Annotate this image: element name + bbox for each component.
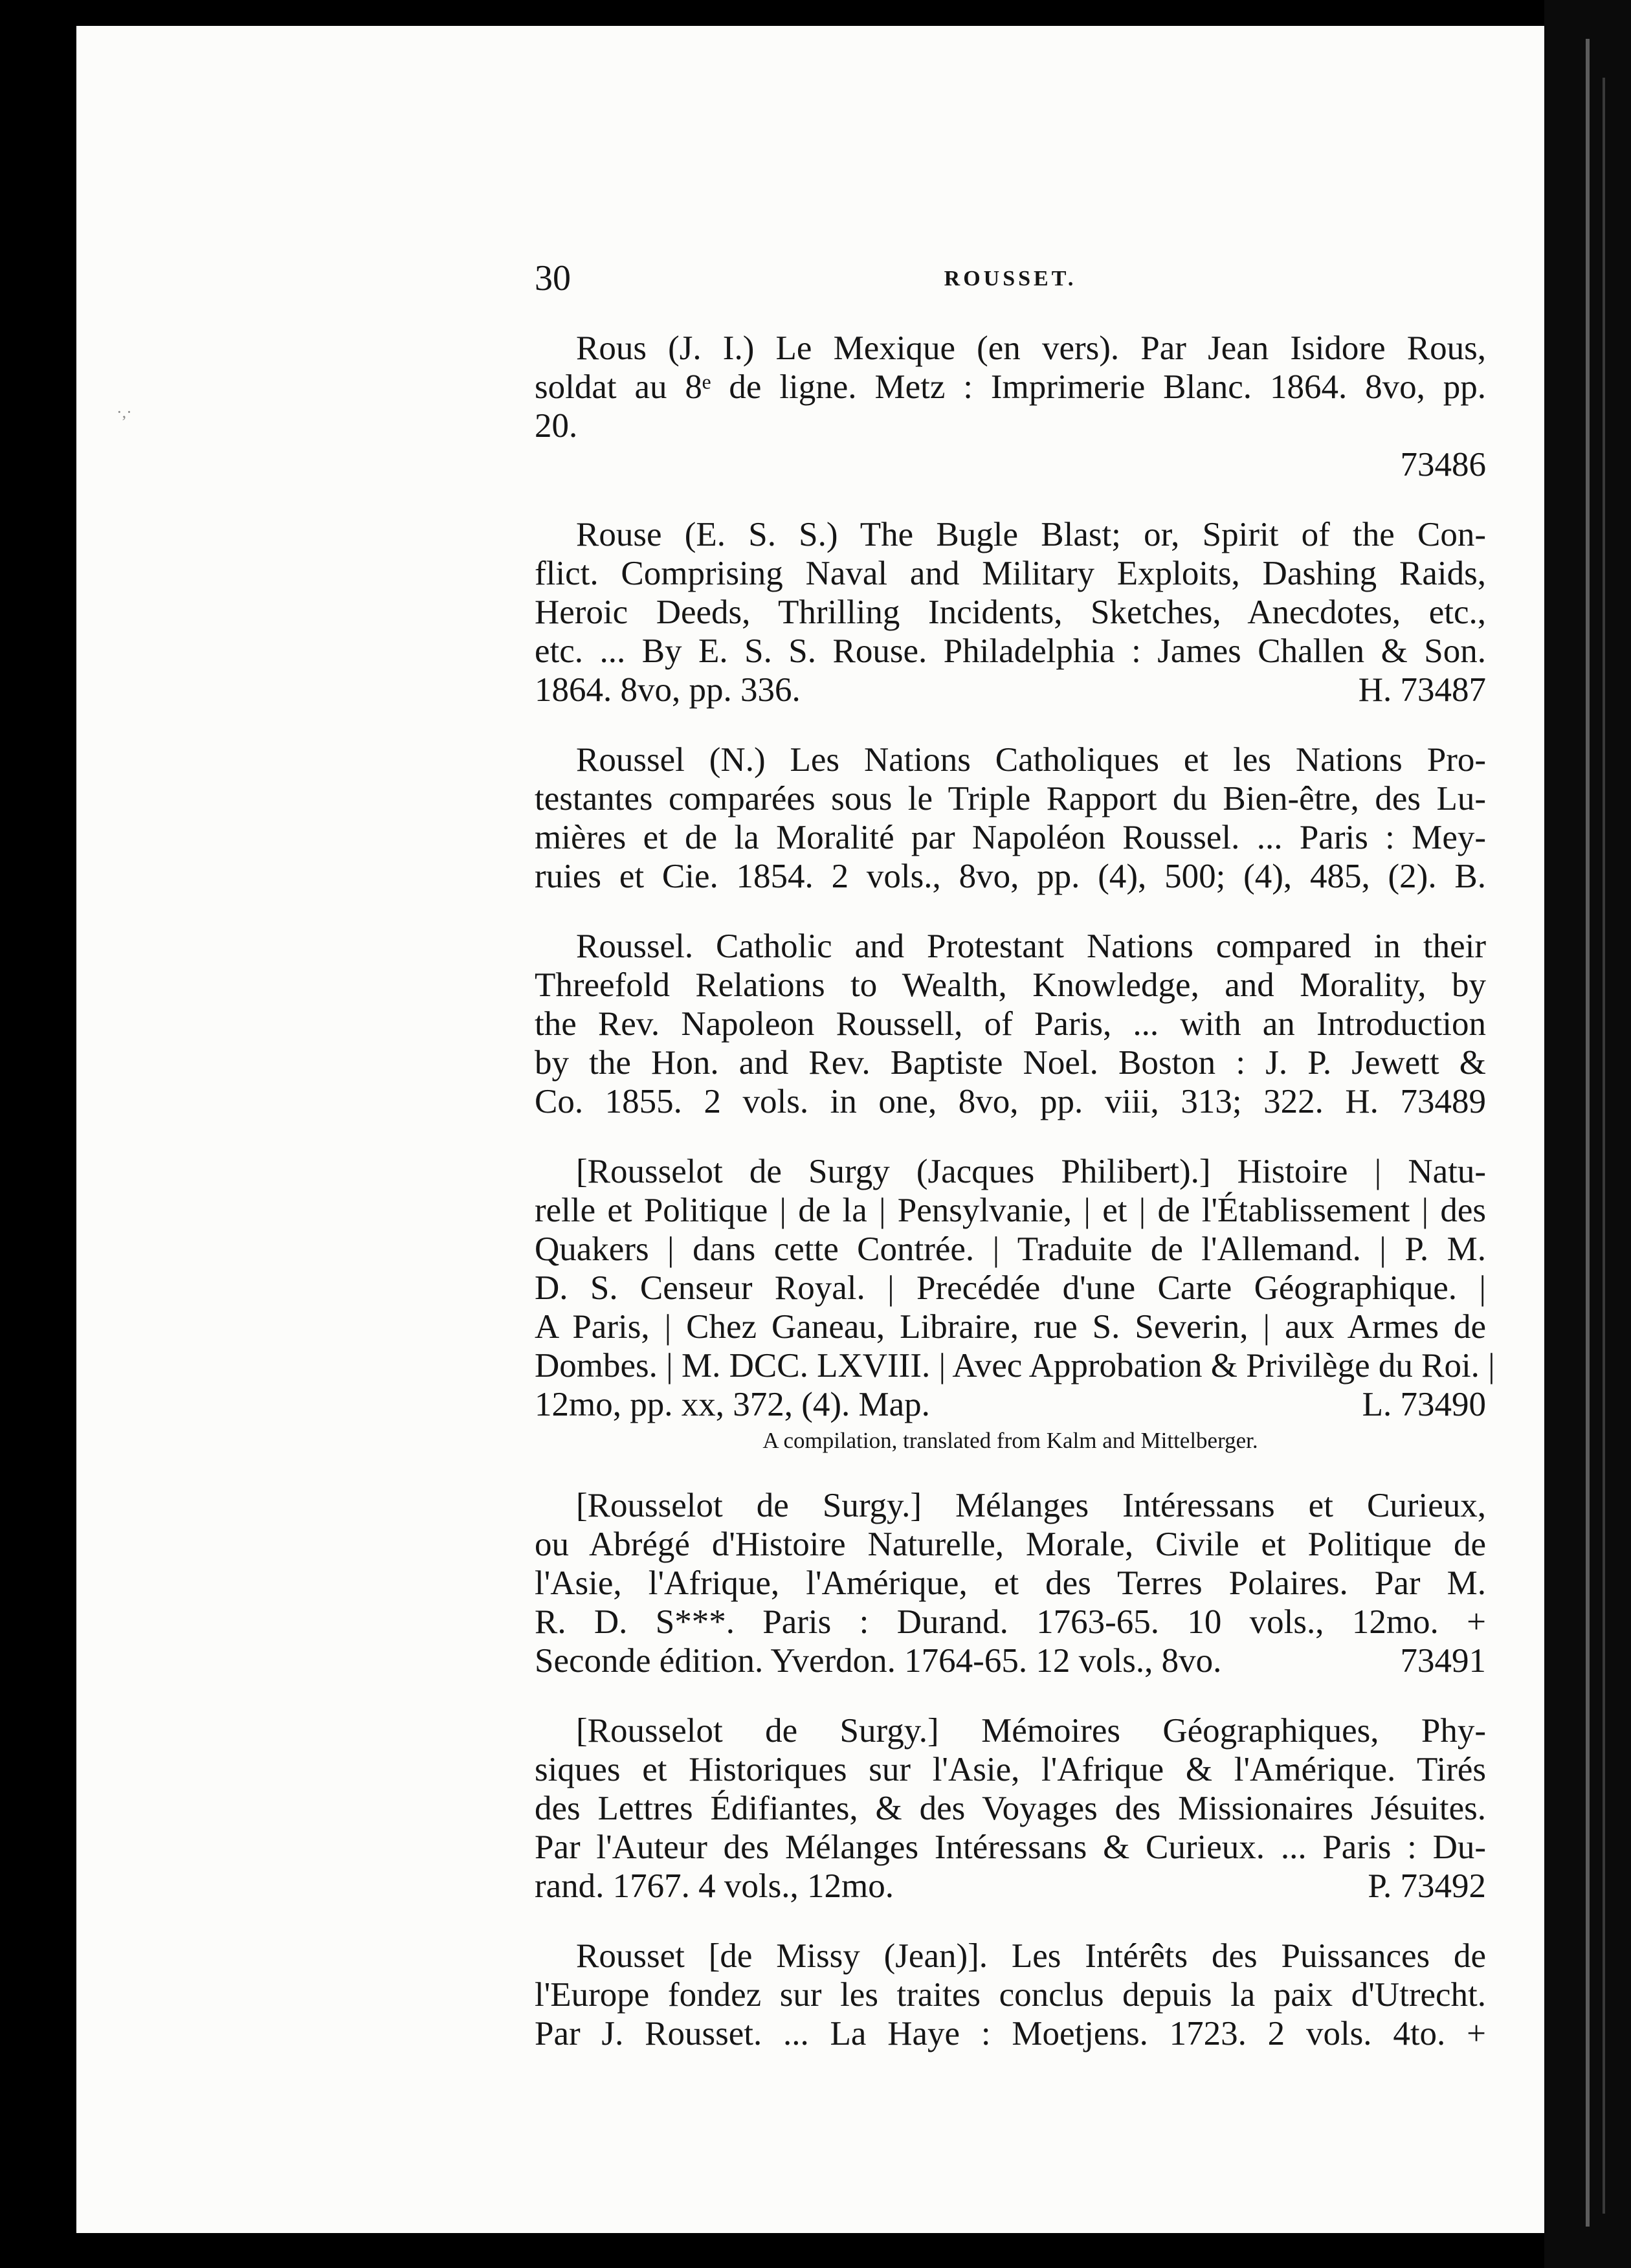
- entry-line: Rous (J. I.) Le Mexique (en vers). Par Jean Isidore Rous,: [576, 329, 1486, 367]
- page-edge-line: [1586, 39, 1590, 2227]
- entry-line: Roussel. Catholic and Protestant Nations compared in their: [576, 928, 1486, 965]
- running-head: ROUSSET.: [944, 267, 1077, 291]
- entry-line: Rouse (E. S. S.) The Bugle Blast; or, Spirit of the Con-: [576, 516, 1486, 553]
- entry-line: Par J. Rousset. ... La Haye : Moetjens. 1723. 2 vols. 4to. +: [535, 2015, 1486, 2052]
- entry-line: relle et Politique | de la | Pensylvanie, | et | de l'Établissement | des: [535, 1192, 1486, 1229]
- entry-line: ou Abrégé d'Histoire Naturelle, Morale, Civile et Politique de: [535, 1526, 1486, 1563]
- entry-line: by the Hon. and Rev. Baptiste Noel. Boston : J. P. Jewett &: [535, 1044, 1486, 1082]
- entry-line: etc. ... By E. S. S. Rouse. Philadelphia : James Challen & Son.: [535, 632, 1486, 670]
- entry-line: the Rev. Napoleon Roussell, of Paris, ... with an Introduction: [535, 1005, 1486, 1043]
- bibliography-entry: [535, 740, 1486, 896]
- entry-line: l'Europe fondez sur les traites conclus depuis la paix d'Utrecht.: [535, 1976, 1486, 2014]
- entry-number: H. 73487: [1358, 671, 1486, 709]
- bibliography-entry: [535, 329, 1486, 484]
- entry-line: soldat au 8ᵉ de ligne. Metz : Imprimerie Blanc. 1864. 8vo, pp.: [535, 368, 1486, 406]
- entry-line: des Lettres Édifiantes, & des Voyages des Missionaires Jésuites.: [535, 1790, 1486, 1827]
- entry-number: P. 73492: [1368, 1867, 1486, 1905]
- entry-note: A compilation, translated from Kalm and Mittelberger.: [762, 1428, 1258, 1453]
- entry-line: Dombes. | M. DCC. LXVIII. | Avec Approbation & Privilège du Roi. |: [535, 1347, 1495, 1384]
- entry-line-text: 1864. 8vo, pp. 336.: [535, 671, 801, 709]
- stray-mark: ·,·: [116, 403, 132, 421]
- page-number: 30: [535, 258, 571, 298]
- entry-line-text: Seconde édition. Yverdon. 1764-65. 12 vols., 8vo.: [535, 1642, 1222, 1680]
- entry-line: 20.: [535, 407, 578, 445]
- entry-line: [535, 1385, 1486, 1424]
- entry-line: [535, 1867, 1486, 1906]
- entry-line: l'Asie, l'Afrique, l'Amérique, et des Terres Polaires. Par M.: [535, 1564, 1486, 1602]
- entry-line: [Rousselot de Surgy (Jacques Philibert).] Histoire | Natu-: [576, 1153, 1486, 1190]
- entry-line: Par l'Auteur des Mélanges Intéressans & Curieux. ... Paris : Du-: [535, 1829, 1486, 1866]
- page-text: [535, 329, 1495, 2084]
- bibliography-entry: [535, 1711, 1486, 1906]
- bibliography-entry: [535, 1486, 1486, 1680]
- entry-line: [535, 1641, 1486, 1680]
- entry-line: siques et Historiques sur l'Asie, l'Afrique & l'Amérique. Tirés: [535, 1751, 1486, 1788]
- entry-line: Threefold Relations to Wealth, Knowledge, and Morality, by: [535, 966, 1486, 1004]
- entry-line: Roussel (N.) Les Nations Catholiques et les Nations Pro-: [576, 741, 1486, 779]
- bibliography-entry: [535, 515, 1486, 709]
- entry-number: L. 73490: [1362, 1386, 1486, 1423]
- entry-line-text: 12mo, pp. xx, 372, (4). Map.: [535, 1386, 930, 1423]
- entry-line: Heroic Deeds, Thrilling Incidents, Sketches, Anecdotes, etc.,: [535, 594, 1486, 631]
- entry-line: Co. 1855. 2 vols. in one, 8vo, pp. viii, 313; 322. H. 73489: [535, 1083, 1486, 1120]
- entry-line: Quakers | dans cette Contrée. | Traduite de l'Allemand. | P. M.: [535, 1230, 1486, 1268]
- bibliography-entry: [535, 927, 1486, 1121]
- entry-line: [535, 671, 1486, 709]
- entry-number: 73486: [1400, 446, 1486, 484]
- entry-line-text: rand. 1767. 4 vols., 12mo.: [535, 1867, 894, 1905]
- entry-line: R. D. S***. Paris : Durand. 1763-65. 10 vols., 12mo. +: [535, 1603, 1486, 1641]
- entry-line: Rousset [de Missy (Jean)]. Les Intérêts des Puissances de: [576, 1937, 1486, 1975]
- entry-line: [Rousselot de Surgy.] Mémoires Géographiques, Phy-: [576, 1712, 1486, 1750]
- page-header: [535, 258, 1486, 303]
- entry-line: ruies et Cie. 1854. 2 vols., 8vo, pp. (4), 500; (4), 485, (2). B.: [535, 858, 1486, 895]
- entry-line: D. S. Censeur Royal. | Precédée d'une Carte Géographique. |: [535, 1269, 1486, 1307]
- entry-line: mières et de la Moralité par Napoléon Roussel. ... Paris : Mey-: [535, 819, 1486, 856]
- entry-line: A Paris, | Chez Ganeau, Libraire, rue S. Severin, | aux Armes de: [535, 1308, 1486, 1346]
- entry-line: testantes comparées sous le Triple Rapport du Bien-être, des Lu-: [535, 780, 1486, 817]
- bibliography-entry: [535, 1937, 1486, 2053]
- page-edge-line-secondary: [1603, 78, 1605, 2214]
- bibliography-entry: [535, 1152, 1495, 1455]
- entry-line: flict. Comprising Naval and Military Exploits, Dashing Raids,: [535, 555, 1486, 592]
- entry-line: [Rousselot de Surgy.] Mélanges Intéressans et Curieux,: [576, 1487, 1486, 1524]
- entry-number: 73491: [1400, 1642, 1486, 1680]
